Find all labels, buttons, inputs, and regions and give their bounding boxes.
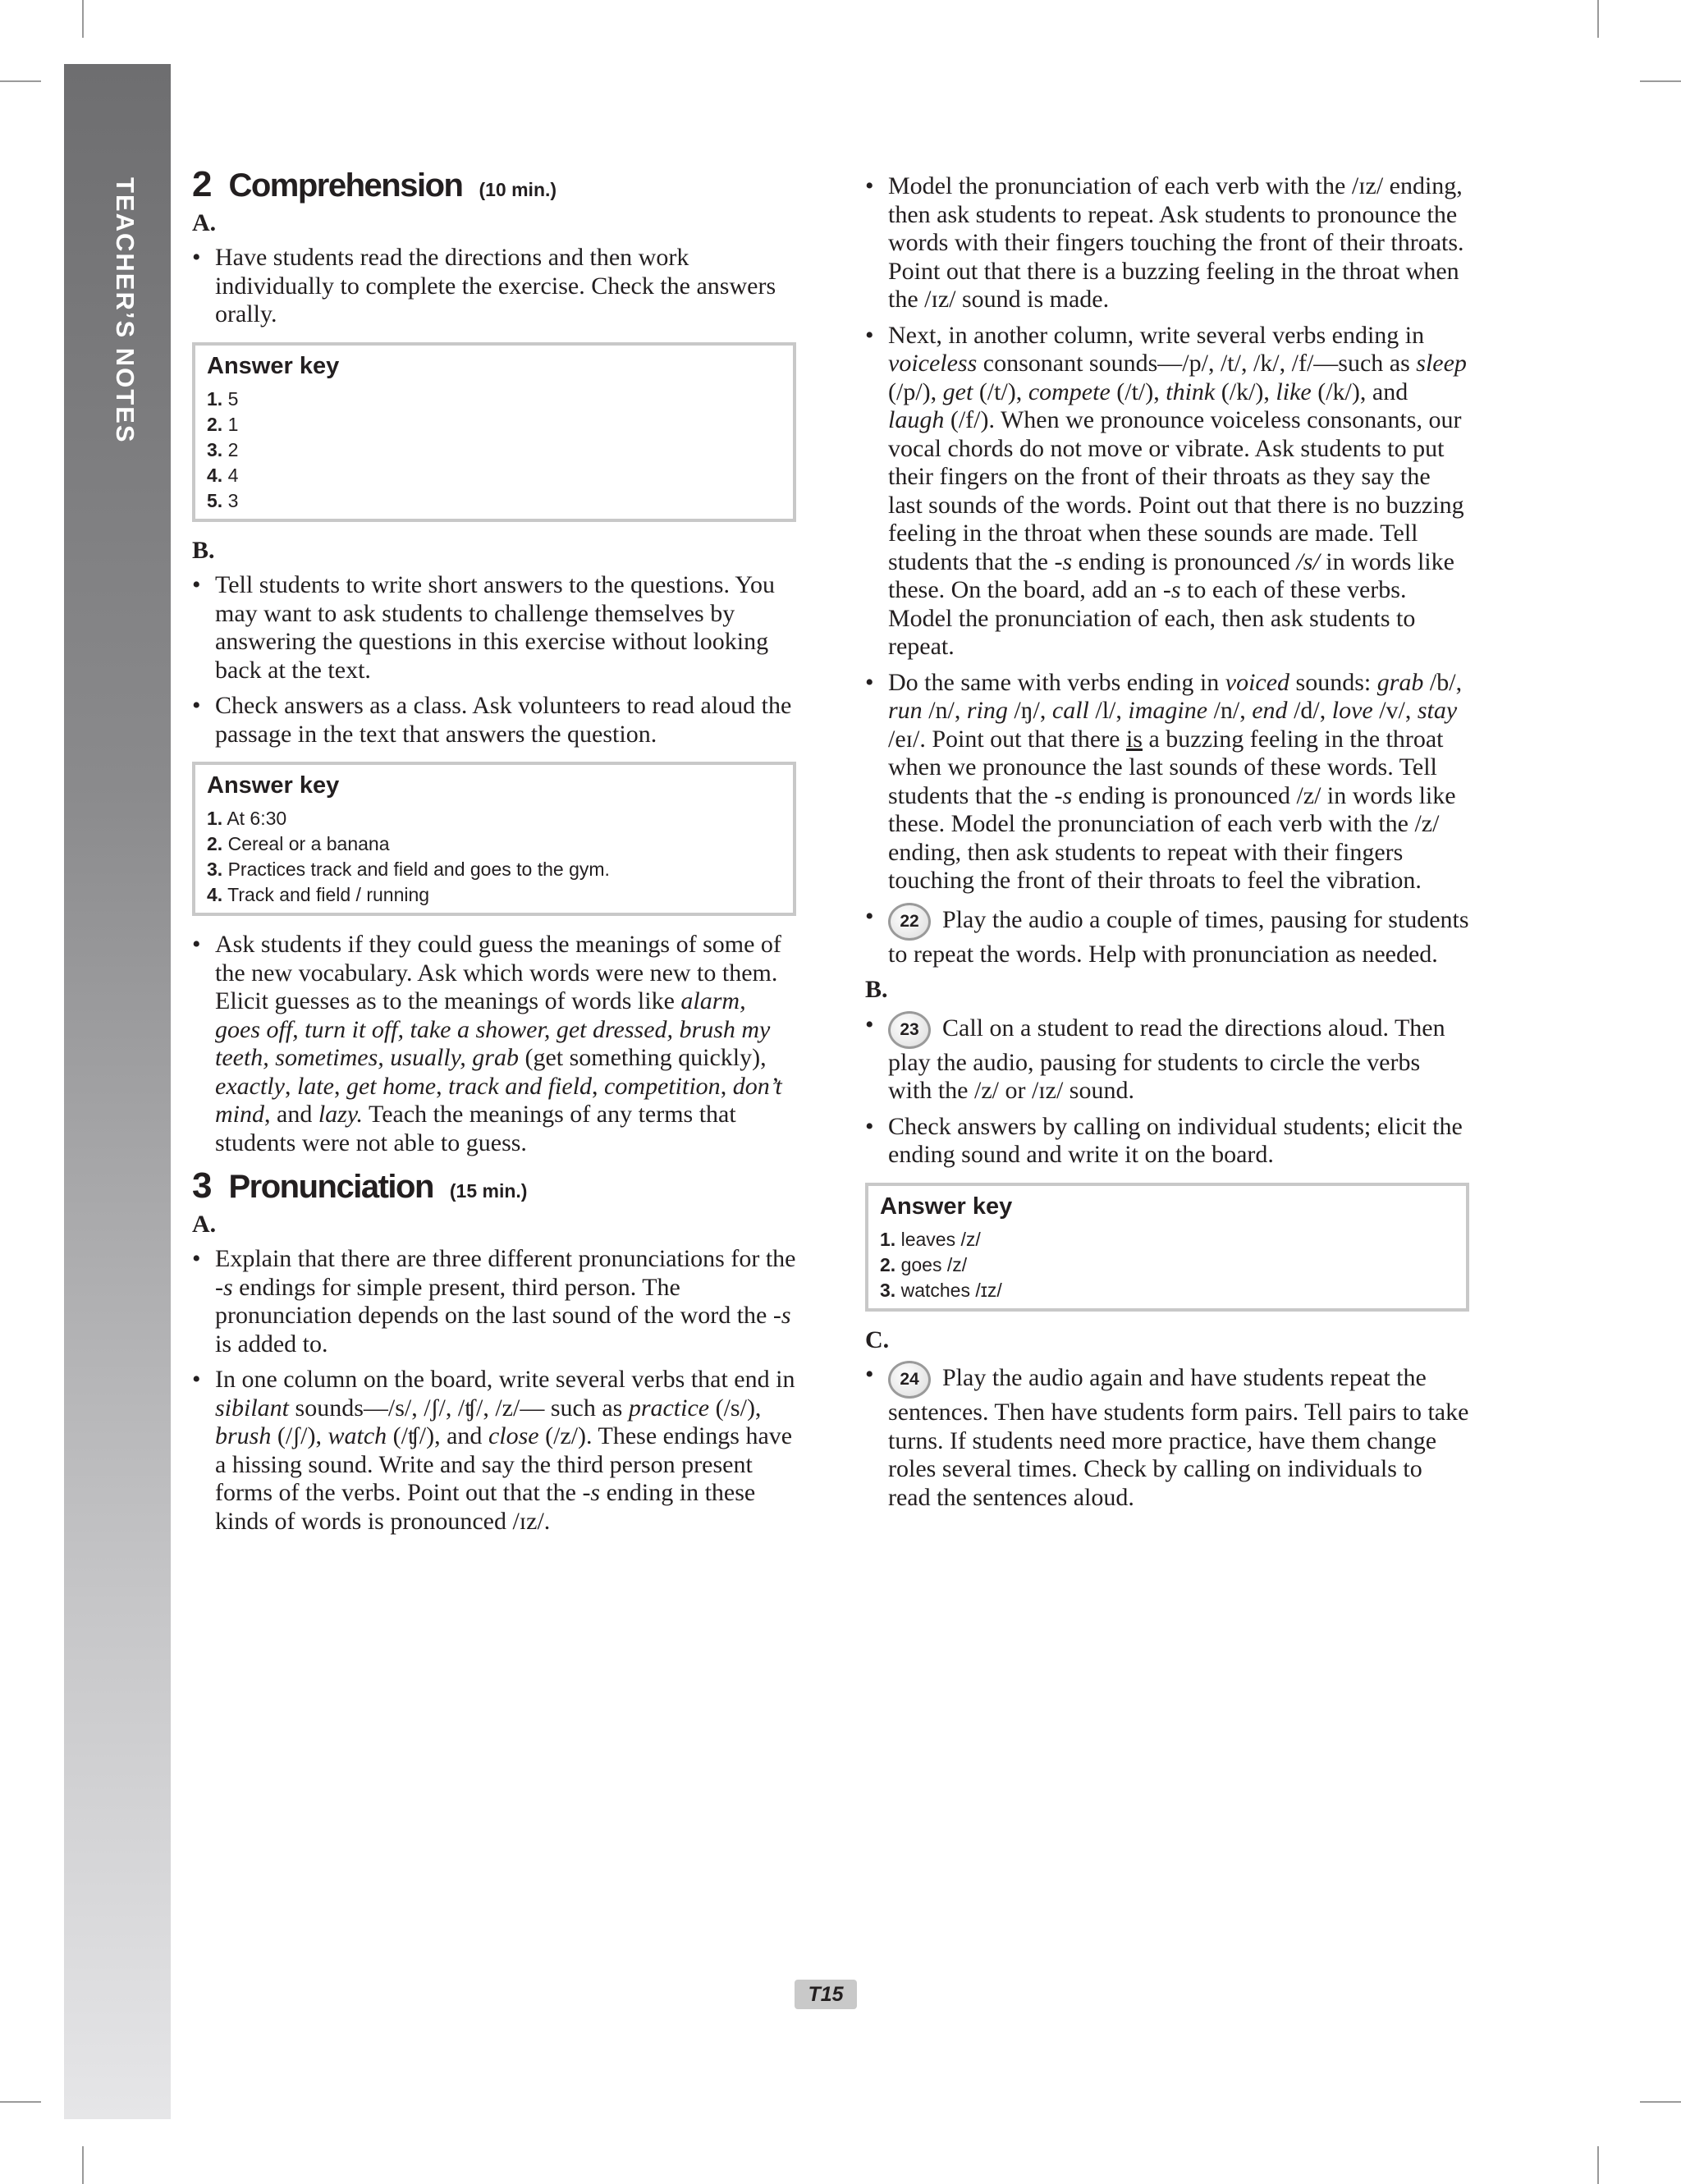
answer-key-box [865, 1183, 1469, 1312]
subheading-b: B. [865, 976, 888, 1003]
section-title: Pronunciation [228, 1169, 433, 1205]
crop-mark [0, 80, 41, 82]
bullet-list [192, 571, 796, 749]
subheading-a: A. [192, 208, 217, 236]
audio-track-icon: 24 [888, 1361, 931, 1399]
right-column [865, 172, 1469, 1519]
section-title: Comprehension [228, 167, 463, 204]
answer-key-box [192, 342, 796, 522]
list-item: • 23 Call on a student to read the directions aloud. Then play the audio, pausing for students to circle the verbs with the /z/ or /ɪz/ sound. [865, 1010, 1445, 1104]
answer-key-item: 3. watches /ɪz/ [880, 1279, 1002, 1301]
answer-key-title: Answer key [207, 772, 340, 799]
list-item: • Do the same with verbs ending in voiced sounds: grab /b/, run /n/, ring /ŋ/, call /l/, imagine /n/, end /d/, love /v/, stay /eɪ/. Point out that there is a buzzing feeling in the throat when we pronounce the last sounds of these words. Tell students that the -s ending is pronounced /z/ in words like these. Model the pronunciation of each verb with the /z/ ending, then ask students to repeat with their fingers touching the front of their throats to feel the vibration. [865, 668, 1463, 894]
list-item: • In one column on the board, write several verbs that end in sibilant sounds—/s/, /ʃ/, /ʧ/, /z/— such as practice (/s/), brush (/ʃ/), watch (/ʧ/), and close (/z/). These endings have a hissing sound. Write and say the third person present forms of the verbs. Point out that the -s ending in these kinds of words is pronounced /ɪz/. [192, 1366, 795, 1535]
audio-track-icon: 23 [888, 1011, 931, 1049]
subheading-c: C. [865, 1326, 890, 1353]
crop-mark [1597, 0, 1599, 38]
answer-key-item: 4. 4 [207, 464, 239, 486]
bullet-list [192, 244, 796, 329]
section-heading-comprehension [192, 164, 796, 204]
section-number: 3 [192, 1165, 213, 1206]
bullet-list [192, 931, 796, 1157]
section-heading-pronunciation [192, 1165, 796, 1206]
list-item: • Check answers by calling on individual students; elicit the ending sound and write it on the board. [865, 1112, 1463, 1168]
answer-key-item: 3. Practices track and field and goes to the gym. [207, 858, 610, 880]
bullet-list [865, 1361, 1469, 1512]
crop-mark [82, 0, 84, 38]
crop-mark [0, 2101, 41, 2103]
answer-key-item: 3. 2 [207, 438, 239, 460]
answer-key-item: 5. 3 [207, 489, 239, 511]
section-number: 2 [192, 164, 213, 204]
answer-key-item: 1. leaves /z/ [880, 1228, 981, 1250]
answer-key-item: 1. At 6:30 [207, 808, 287, 829]
list-item: • Check answers as a class. Ask volunteers to read aloud the passage in the text that answers the question. [192, 692, 792, 748]
page-number: T15 [795, 1980, 857, 2009]
subheading-b: B. [192, 536, 215, 564]
sidebar-label: TEACHER’S NOTES [111, 177, 140, 444]
list-item: • 22 Play the audio a couple of times, pausing for students to repeat the words. Help with pronunciation as needed. [865, 902, 1469, 968]
bullet-list [192, 1245, 796, 1536]
bullet-list [865, 172, 1469, 968]
answer-key-item: 2. Cereal or a banana [207, 833, 390, 854]
answer-key-item: 1. 5 [207, 387, 239, 410]
answer-key-item: 2. goes /z/ [880, 1253, 968, 1275]
crop-mark [1597, 2146, 1599, 2184]
list-item: • Explain that there are three different pronunciations for the -s endings for simple present, third person. The pronunciation depends on the last sound of the word the -s is added to. [192, 1245, 796, 1358]
answer-key-title: Answer key [880, 1193, 1013, 1220]
list-item: • 24 Play the audio again and have students repeat the sentences. Then have students form pairs. Tell pairs to take turns. If students need more practice, have them change roles several times. Check by calling on individuals to read the sentences aloud. [865, 1361, 1469, 1511]
list-item: • Tell students to write short answers to the questions. You may want to ask students to challenge themselves by answering the questions in this exercise without looking back at the text. [192, 571, 776, 684]
subheading-a: A. [192, 1210, 217, 1238]
answer-key-title: Answer key [207, 352, 340, 379]
crop-mark [82, 2146, 84, 2184]
crop-mark [1640, 80, 1681, 82]
section-time: (15 min.) [449, 1180, 528, 1202]
list-item: • Model the pronunciation of each verb with the /ɪz/ ending, then ask students to repeat. Ask students to pronounce the words with their fingers touching the front of their throats. Point out that there is a buzzing feeling in the throat when the /ɪz/ sound is made. [865, 172, 1464, 313]
crop-mark [1640, 2101, 1681, 2103]
section-time: (10 min.) [479, 179, 557, 200]
answer-key-item: 4. Track and field / running [207, 884, 430, 905]
left-column [192, 164, 796, 1543]
list-item: • Next, in another column, write several verbs ending in voiceless consonant sounds—/p/, /t/, /k/, /f/—such as sleep (/p/), get (/t/), compete (/t/), think (/k/), like (/k/), and laugh (/f/). When we pronounce voiceless consonants, our vocal chords do not move or vibrate. Ask students to put their fingers on the front of their throats as they say the last sounds of the words. Point out that there is no buzzing feeling in the throat when these sounds are made. Tell students that the -s ending is pronounced /s/ in words like these. On the board, add an -s to each of these verbs. Model the pronunciation of each, then ask students to repeat. [865, 321, 1467, 660]
audio-track-icon: 22 [888, 903, 931, 941]
answer-key-item: 2. 1 [207, 413, 239, 435]
list-item-vocabulary: • Ask students if they could guess the meanings of some of the new vocabulary. Ask which words were new to them. Elicit guesses as to the meanings of words like alarm, goes off, turn it off, take a shower, get dressed, brush my teeth, sometimes, usually, grab (get something quickly), exactly, late, get home, track and field, competition, don’t mind, and lazy. Teach the meanings of any terms that students were not able to guess. [192, 931, 782, 1156]
bullet-list [865, 1011, 1469, 1170]
list-item: • Have students read the directions and then work individually to complete the exercise. Check the answers orally. [192, 244, 776, 327]
answer-key-box [192, 762, 796, 916]
